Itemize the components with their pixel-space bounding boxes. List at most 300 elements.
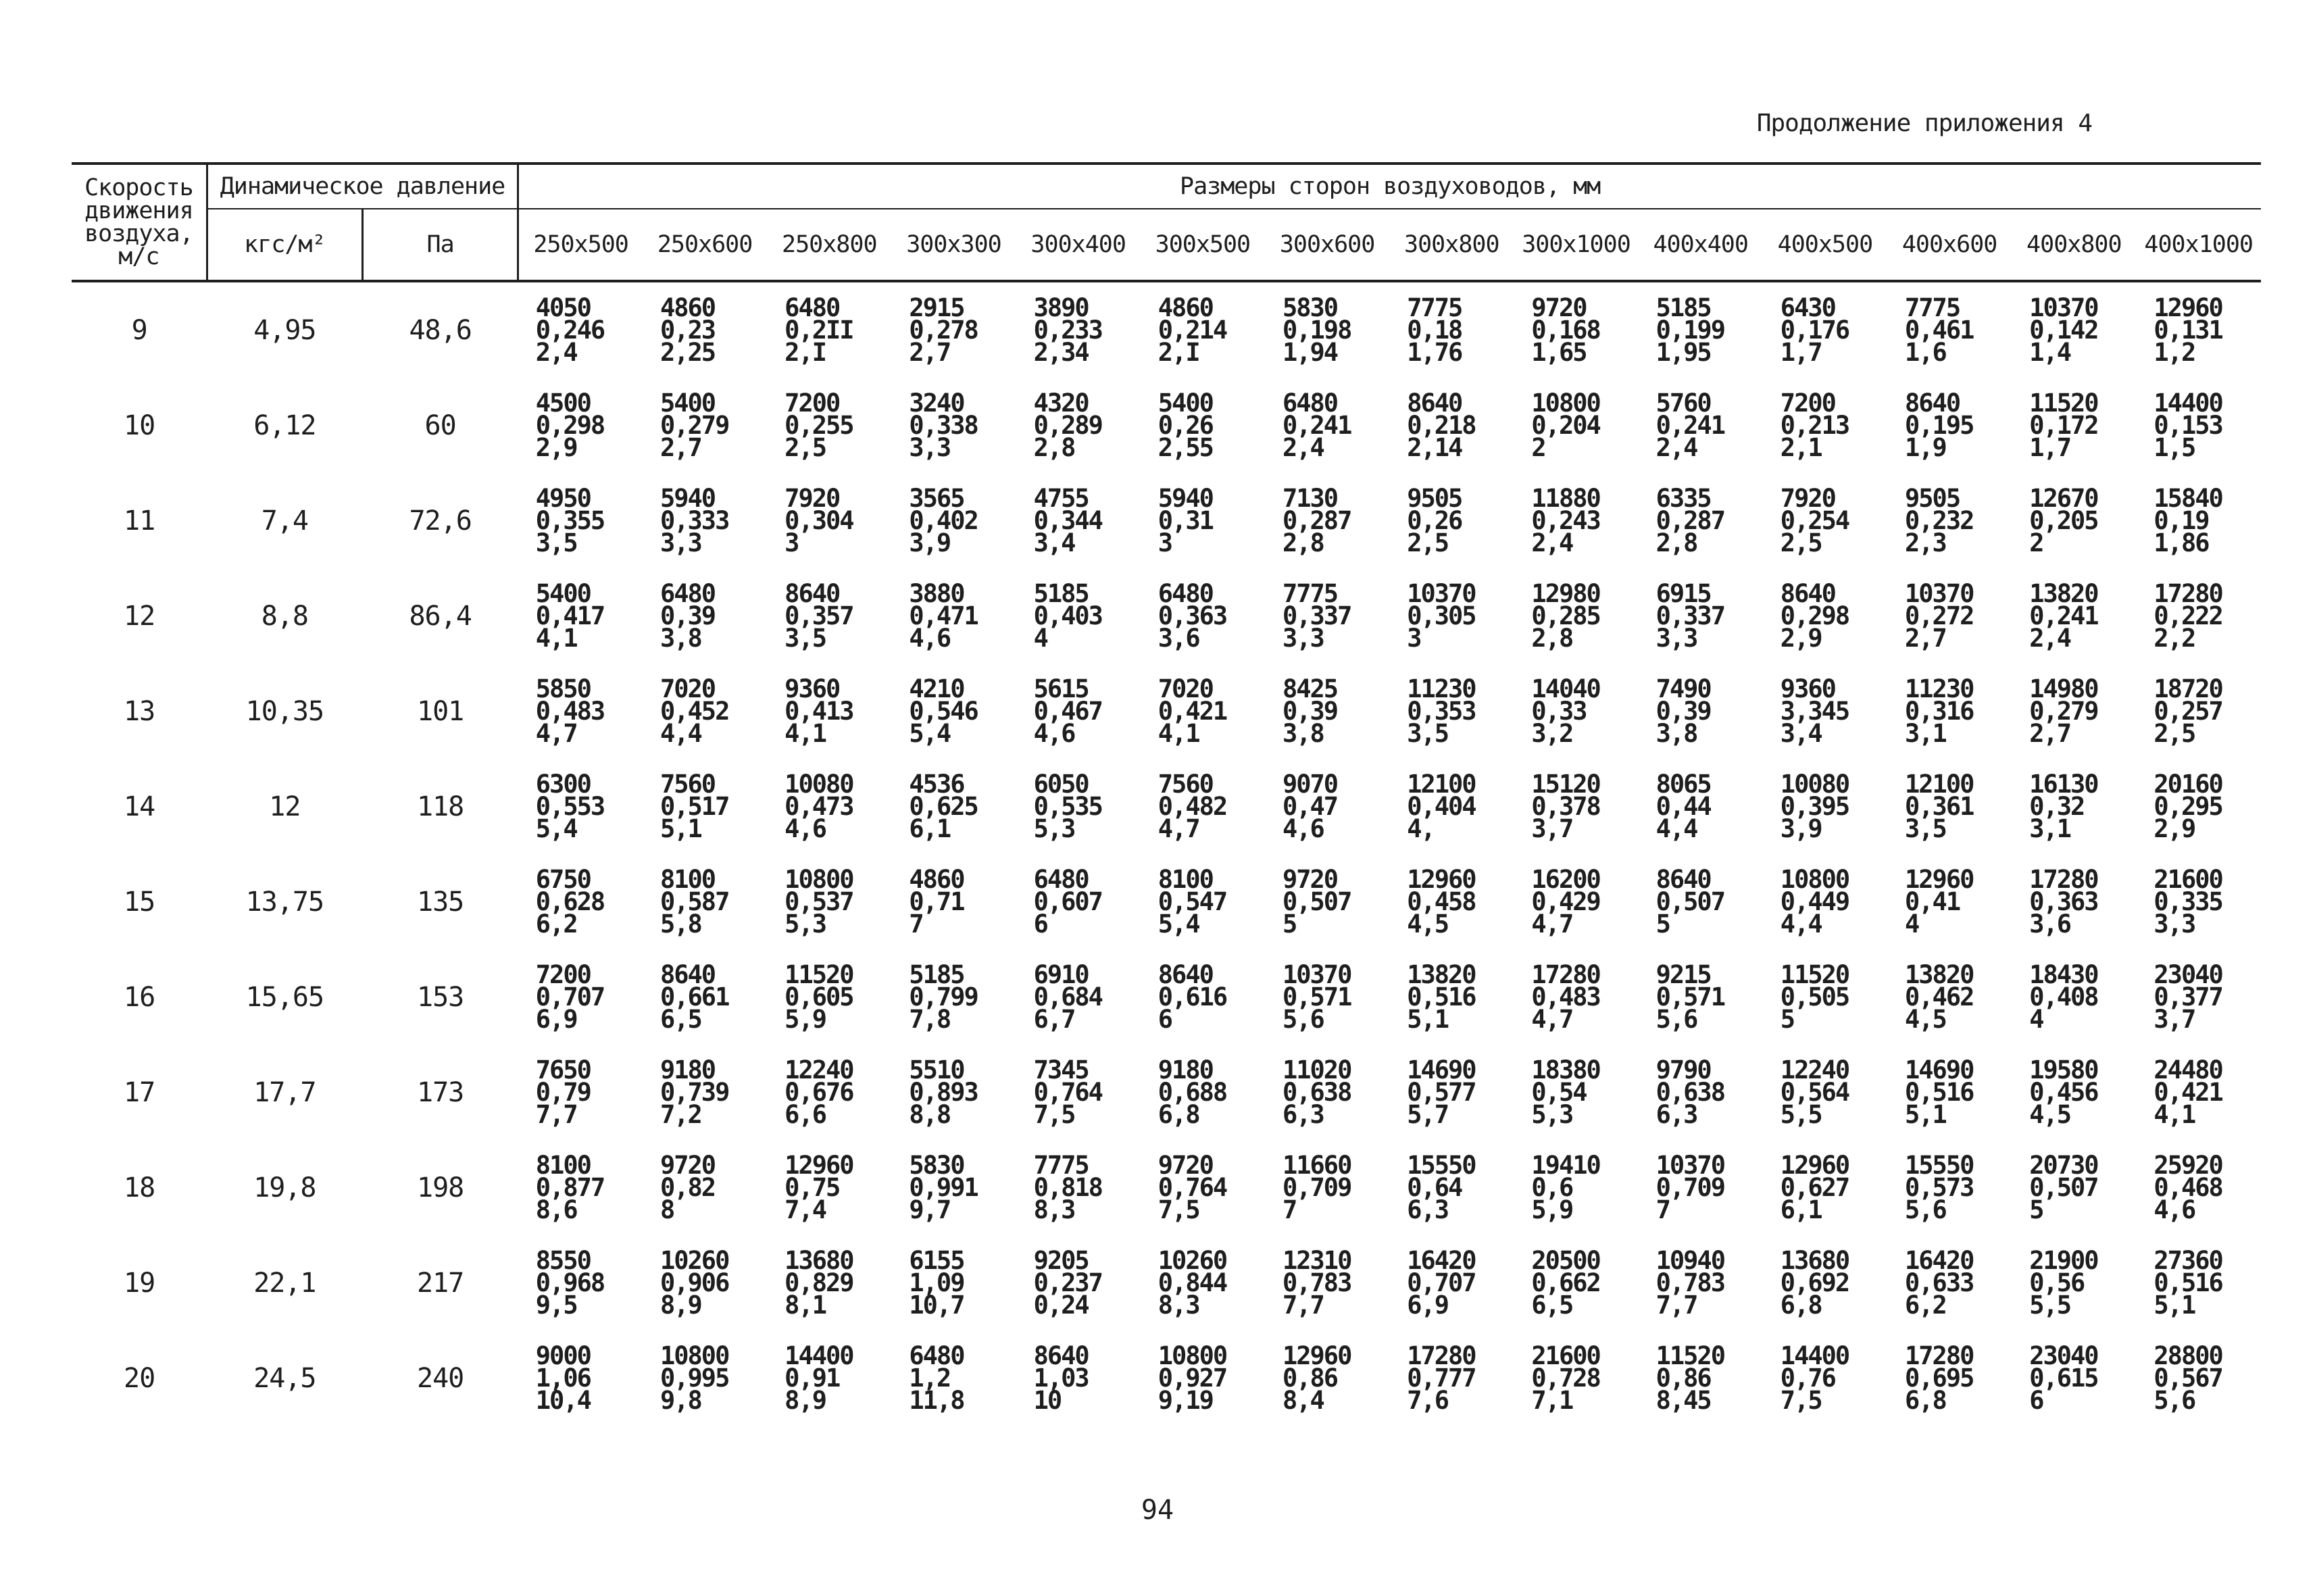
size-value-cell — [767, 1140, 891, 1235]
loss-pa-value: 7,7 — [1656, 1291, 1697, 1320]
flow-value: 6480 — [909, 1341, 964, 1370]
size-value-cell — [1887, 281, 2012, 378]
loss-value: 0,241 — [1656, 411, 1724, 440]
loss-value: 0,991 — [909, 1173, 978, 1202]
size-value-cell — [518, 473, 643, 568]
loss-pa-value: 7 — [1656, 1195, 1670, 1224]
loss-pa-value: 10,4 — [535, 1386, 591, 1415]
size-value-cell — [891, 949, 1016, 1045]
size-value-cell — [1639, 1330, 1763, 1426]
loss-value: 0,483 — [535, 697, 605, 726]
flow-value: 19580 — [2029, 1055, 2098, 1084]
header-size: 250x600 — [643, 209, 767, 281]
loss-value: 0,516 — [1407, 982, 1476, 1012]
loss-pa-value: 9,8 — [659, 1386, 701, 1415]
loss-pa-value: 3,6 — [2029, 909, 2071, 939]
flow-value: 10370 — [1282, 960, 1351, 989]
loss-value: 0,467 — [1033, 697, 1102, 726]
size-value-cell — [2136, 759, 2261, 854]
header-speed: Скорость движения воздуха, м/с — [72, 164, 207, 281]
flow-value: 12960 — [1282, 1341, 1351, 1370]
flow-value: 11880 — [1531, 484, 1600, 513]
flow-value: 5850 — [535, 674, 591, 703]
loss-pa-value: 4,6 — [785, 814, 826, 843]
loss-pa-value: 1,6 — [1905, 338, 1946, 367]
loss-pa-value: 7,2 — [659, 1100, 701, 1129]
loss-value: 0,695 — [1905, 1364, 1974, 1393]
flow-value: 5830 — [909, 1151, 964, 1180]
loss-pa-value: 4, — [1407, 814, 1435, 843]
loss-value: 0,233 — [1033, 316, 1102, 345]
loss-value: 0,205 — [2029, 506, 2098, 535]
loss-value: 0,413 — [785, 697, 853, 726]
loss-value: 0,615 — [2029, 1364, 2098, 1393]
loss-pa-value: 6 — [1033, 909, 1047, 939]
size-value-cell — [1887, 1140, 2012, 1235]
flow-value: 27360 — [2154, 1246, 2222, 1275]
size-value-cell — [1763, 281, 1887, 378]
loss-value: 0,507 — [1656, 887, 1724, 916]
size-value-cell — [1016, 1140, 1141, 1235]
table-row — [72, 1235, 2261, 1330]
flow-value: 9720 — [1282, 865, 1338, 894]
loss-pa-value: 3,8 — [1282, 719, 1324, 748]
size-value-cell — [1639, 759, 1763, 854]
pressure-pa-cell: 135 — [417, 886, 464, 918]
loss-pa-value: 4,7 — [1531, 1005, 1573, 1034]
loss-value: 0,516 — [1905, 1078, 1974, 1107]
flow-value: 12100 — [1905, 770, 1974, 799]
loss-value: 0,553 — [535, 792, 605, 821]
loss-pa-value: 2,8 — [1531, 624, 1573, 653]
size-value-cell — [767, 473, 891, 568]
size-value-cell — [1763, 473, 1887, 568]
size-value-cell — [643, 1330, 767, 1426]
loss-pa-value: 4,6 — [1282, 814, 1324, 843]
speed-cell: 17 — [124, 1076, 155, 1108]
flow-value: 6430 — [1780, 293, 1835, 322]
flow-value: 4860 — [909, 865, 964, 894]
loss-value: 0,76 — [1780, 1364, 1835, 1393]
flow-value: 9505 — [1905, 484, 1960, 513]
flow-value: 14400 — [785, 1341, 853, 1370]
loss-pa-value: 2,34 — [1033, 338, 1089, 367]
loss-pa-value: 6,3 — [1282, 1100, 1324, 1129]
flow-value: 8065 — [1656, 770, 1711, 799]
size-value-cell — [1265, 378, 1389, 473]
size-value-cell — [891, 1235, 1016, 1330]
size-value-cell — [643, 473, 767, 568]
size-value-cell — [767, 1235, 891, 1330]
size-value-cell — [2012, 568, 2136, 664]
flow-value: 23040 — [2029, 1341, 2098, 1370]
loss-pa-value: 8,6 — [535, 1195, 577, 1224]
loss-value: 0,241 — [1282, 411, 1351, 440]
loss-pa-value: 3,4 — [1033, 528, 1075, 557]
loss-pa-value: 4,7 — [535, 719, 577, 748]
loss-pa-value: 2,5 — [1407, 528, 1449, 557]
loss-value: 0,471 — [909, 601, 978, 630]
loss-value: 0,289 — [1033, 411, 1102, 440]
loss-pa-value: 3,9 — [1780, 814, 1822, 843]
loss-value: 0,355 — [535, 506, 605, 535]
loss-value: 0,361 — [1905, 792, 1974, 821]
flow-value: 10800 — [785, 865, 853, 894]
flow-value: 8640 — [1656, 865, 1711, 894]
loss-pa-value: 6,8 — [1905, 1386, 1946, 1415]
loss-value: 0,507 — [2029, 1173, 2098, 1202]
size-value-cell — [1016, 759, 1141, 854]
flow-value: 13680 — [785, 1246, 853, 1275]
loss-value: 0,378 — [1531, 792, 1600, 821]
loss-pa-value: 6 — [1158, 1005, 1172, 1034]
flow-value: 2915 — [909, 293, 964, 322]
size-value-cell — [1265, 759, 1389, 854]
loss-value: 0,395 — [1780, 792, 1849, 821]
size-value-cell — [767, 759, 891, 854]
header-pa: Па — [362, 209, 518, 281]
loss-pa-value: 6 — [2029, 1386, 2043, 1415]
loss-pa-value: 2,1 — [1780, 433, 1822, 462]
loss-value: 0,39 — [659, 601, 716, 630]
size-value-cell — [1514, 473, 1638, 568]
size-value-cell — [1763, 1330, 1887, 1426]
size-value-cell — [1265, 664, 1389, 759]
flow-value: 9505 — [1407, 484, 1462, 513]
flow-value: 4500 — [535, 389, 591, 418]
flow-value: 5830 — [1282, 293, 1338, 322]
loss-pa-value: 5,8 — [659, 909, 701, 939]
loss-pa-value: 6,1 — [1780, 1195, 1822, 1224]
speed-cell: 20 — [124, 1362, 155, 1394]
loss-value: 0,571 — [1282, 982, 1351, 1012]
loss-value: 0,587 — [659, 887, 729, 916]
size-value-cell — [643, 1140, 767, 1235]
loss-value: 0,86 — [1282, 1364, 1338, 1393]
flow-value: 9720 — [659, 1151, 716, 1180]
loss-value: 0,739 — [659, 1078, 729, 1107]
size-value-cell — [1265, 1140, 1389, 1235]
size-value-cell — [1389, 378, 1514, 473]
table-row — [72, 759, 2261, 854]
flow-value: 15550 — [1407, 1151, 1476, 1180]
loss-pa-value: 4,1 — [2154, 1100, 2195, 1129]
loss-value: 0,241 — [2029, 601, 2098, 630]
loss-value: 1,03 — [1033, 1364, 1089, 1393]
loss-value: 1,06 — [535, 1364, 591, 1393]
size-value-cell — [1887, 759, 2012, 854]
flow-value: 7200 — [785, 389, 840, 418]
pressure-pa-cell: 153 — [417, 981, 464, 1013]
loss-value: 0,638 — [1656, 1078, 1724, 1107]
pressure-kgf-cell: 24,5 — [253, 1362, 316, 1394]
size-value-cell — [1514, 1045, 1638, 1140]
loss-pa-value: 3,2 — [1531, 719, 1573, 748]
loss-pa-value: 2,4 — [1282, 433, 1324, 462]
size-value-cell — [1639, 473, 1763, 568]
loss-value: 0,44 — [1656, 792, 1711, 821]
flow-value: 7020 — [1158, 674, 1213, 703]
size-value-cell — [1141, 664, 1265, 759]
size-value-cell — [1265, 1235, 1389, 1330]
loss-pa-value: 5,6 — [2154, 1386, 2195, 1415]
loss-value: 0,82 — [659, 1173, 716, 1202]
size-value-cell — [1389, 473, 1514, 568]
flow-value: 11660 — [1282, 1151, 1351, 1180]
size-value-cell — [2136, 949, 2261, 1045]
size-value-cell — [1763, 378, 1887, 473]
flow-value: 4755 — [1033, 484, 1089, 513]
loss-value: 0,692 — [1780, 1268, 1849, 1297]
loss-value: 0,39 — [1282, 697, 1338, 726]
loss-value: 0,305 — [1407, 601, 1476, 630]
loss-pa-value: 5 — [1282, 909, 1297, 939]
loss-value: 0,844 — [1158, 1268, 1227, 1297]
flow-value: 12960 — [785, 1151, 853, 1180]
flow-value: 12960 — [1905, 865, 1974, 894]
loss-pa-value: 7 — [909, 909, 923, 939]
flow-value: 20730 — [2029, 1151, 2098, 1180]
flow-value: 10260 — [659, 1246, 729, 1275]
pressure-kgf-cell: 7,4 — [261, 505, 308, 537]
loss-value: 0,47 — [1282, 792, 1338, 821]
table-row — [72, 281, 2261, 378]
loss-pa-value: 5,6 — [1282, 1005, 1324, 1034]
flow-value: 4950 — [535, 484, 591, 513]
loss-value: 0,404 — [1407, 792, 1476, 821]
flow-value: 6480 — [1033, 865, 1089, 894]
flow-value: 18380 — [1531, 1055, 1600, 1084]
size-value-cell — [1887, 1045, 2012, 1140]
flow-value: 13680 — [1780, 1246, 1849, 1275]
size-value-cell — [1016, 1330, 1141, 1426]
flow-value: 8100 — [1158, 865, 1213, 894]
loss-value: 0,421 — [1158, 697, 1227, 726]
flow-value: 10800 — [1780, 865, 1849, 894]
size-value-cell — [1514, 1330, 1638, 1426]
loss-value: 0,483 — [1531, 982, 1600, 1012]
flow-value: 7200 — [1780, 389, 1835, 418]
pressure-kgf-cell: 15,65 — [245, 981, 324, 1013]
loss-value: 1,2 — [909, 1364, 951, 1393]
flow-value: 10800 — [1531, 389, 1600, 418]
loss-pa-value: 6,5 — [1531, 1291, 1573, 1320]
size-value-cell — [2012, 281, 2136, 378]
pressure-kgf-cell: 22,1 — [253, 1267, 316, 1299]
pressure-kgf-cell: 6,12 — [253, 409, 316, 441]
loss-pa-value: 5,1 — [1407, 1005, 1449, 1034]
size-value-cell — [891, 854, 1016, 949]
size-value-cell — [891, 378, 1016, 473]
loss-value: 0,333 — [659, 506, 729, 535]
table-row — [72, 664, 2261, 759]
header-size: 250x800 — [767, 209, 891, 281]
header-size: 400x500 — [1763, 209, 1887, 281]
size-value-cell — [1016, 281, 1141, 378]
loss-value: 0,337 — [1282, 601, 1351, 630]
loss-value: 0,79 — [535, 1078, 591, 1107]
size-value-cell — [1763, 949, 1887, 1045]
size-value-cell — [1016, 1235, 1141, 1330]
loss-value: 0,285 — [1531, 601, 1600, 630]
speed-cell: 15 — [124, 886, 155, 918]
size-value-cell — [518, 378, 643, 473]
page-number: 94 — [1141, 1495, 1174, 1526]
flow-value: 14690 — [1905, 1055, 1974, 1084]
loss-value: 0,243 — [1531, 506, 1600, 535]
loss-value: 0,304 — [785, 506, 853, 535]
flow-value: 4320 — [1033, 389, 1089, 418]
loss-pa-value: 2 — [1531, 433, 1545, 462]
loss-pa-value: 10 — [1033, 1386, 1062, 1415]
size-value-cell — [2136, 568, 2261, 664]
flow-value: 10080 — [1780, 770, 1849, 799]
size-value-cell — [1639, 568, 1763, 664]
size-value-cell — [1887, 1330, 2012, 1426]
flow-value: 20500 — [1531, 1246, 1600, 1275]
pressure-kgf-cell: 8,8 — [261, 600, 308, 632]
size-value-cell — [2012, 1140, 2136, 1235]
loss-pa-value: 5,3 — [1033, 814, 1075, 843]
loss-pa-value: 4 — [1905, 909, 1919, 939]
flow-value: 20160 — [2154, 770, 2222, 799]
flow-value: 7345 — [1033, 1055, 1089, 1084]
loss-pa-value: 5,1 — [659, 814, 701, 843]
loss-value: 0,272 — [1905, 601, 1974, 630]
size-value-cell — [1016, 949, 1141, 1045]
flow-value: 17280 — [2029, 865, 2098, 894]
size-value-cell — [767, 854, 891, 949]
flow-value: 10370 — [1407, 579, 1476, 608]
table-row — [72, 854, 2261, 949]
loss-pa-value: 3,4 — [1780, 719, 1822, 748]
flow-value: 12310 — [1282, 1246, 1351, 1275]
size-value-cell — [1763, 854, 1887, 949]
loss-pa-value: 2,8 — [1282, 528, 1324, 557]
loss-pa-value: 2,3 — [1905, 528, 1946, 557]
loss-value: 0,452 — [659, 697, 729, 726]
loss-pa-value: 3,5 — [535, 528, 577, 557]
loss-value: 0,168 — [1531, 316, 1600, 345]
loss-value: 0,709 — [1656, 1173, 1724, 1202]
size-value-cell — [1514, 664, 1638, 759]
loss-pa-value: 5,4 — [535, 814, 577, 843]
size-value-cell — [1141, 854, 1265, 949]
flow-value: 7920 — [1780, 484, 1835, 513]
loss-pa-value: 7,6 — [1407, 1386, 1449, 1415]
flow-value: 8640 — [1158, 960, 1213, 989]
flow-value: 6910 — [1033, 960, 1089, 989]
size-value-cell — [1141, 473, 1265, 568]
flow-value: 8550 — [535, 1246, 591, 1275]
size-value-cell — [1514, 568, 1638, 664]
flow-value: 8640 — [1033, 1341, 1089, 1370]
loss-pa-value: 4,5 — [1905, 1005, 1946, 1034]
header-size: 400x1000 — [2136, 209, 2261, 281]
flow-value: 18720 — [2154, 674, 2222, 703]
loss-value: 0,449 — [1780, 887, 1849, 916]
flow-value: 9070 — [1282, 770, 1338, 799]
loss-pa-value: 5,1 — [2154, 1291, 2195, 1320]
pressure-pa-cell: 48,6 — [409, 314, 472, 346]
speed-cell: 10 — [124, 409, 155, 441]
flow-value: 28800 — [2154, 1341, 2222, 1370]
flow-value: 10800 — [659, 1341, 729, 1370]
size-value-cell — [1639, 1140, 1763, 1235]
flow-value: 5400 — [1158, 389, 1213, 418]
speed-cell: 9 — [131, 314, 147, 346]
loss-value: 0,728 — [1531, 1364, 1600, 1393]
loss-pa-value: 2,7 — [1905, 624, 1946, 653]
loss-pa-value: 4,1 — [785, 719, 826, 748]
loss-value: 0,403 — [1033, 601, 1102, 630]
size-value-cell — [1389, 1140, 1514, 1235]
loss-value: 0,546 — [909, 697, 978, 726]
size-value-cell — [1887, 949, 2012, 1045]
loss-pa-value: 5 — [1656, 909, 1670, 939]
loss-pa-value: 6,6 — [785, 1100, 826, 1129]
size-value-cell — [767, 949, 891, 1045]
header-size: 400x600 — [1887, 209, 2012, 281]
loss-value: 0,906 — [659, 1268, 729, 1297]
table-row — [72, 949, 2261, 1045]
flow-value: 9720 — [1158, 1151, 1213, 1180]
flow-value: 8100 — [659, 865, 716, 894]
loss-pa-value: 6,3 — [1656, 1100, 1697, 1129]
loss-value: 0,363 — [2029, 887, 2098, 916]
size-value-cell — [1763, 1235, 1887, 1330]
loss-value: 0,353 — [1407, 697, 1476, 726]
table-row — [72, 473, 2261, 568]
loss-value: 0,571 — [1656, 982, 1724, 1012]
loss-value: 0,335 — [2154, 887, 2222, 916]
size-value-cell — [767, 281, 891, 378]
size-value-cell — [518, 759, 643, 854]
flow-value: 10080 — [785, 770, 853, 799]
duct-table — [72, 162, 2261, 1426]
size-value-cell — [1887, 473, 2012, 568]
size-value-cell — [1639, 1235, 1763, 1330]
loss-value: 0,877 — [535, 1173, 605, 1202]
loss-value: 0,214 — [1158, 316, 1227, 345]
loss-value: 0,344 — [1033, 506, 1102, 535]
speed-cell: 12 — [124, 600, 155, 632]
size-value-cell — [1887, 1235, 2012, 1330]
loss-value: 0,473 — [785, 792, 853, 821]
loss-pa-value: 3 — [1158, 528, 1172, 557]
loss-value: 0,142 — [2029, 316, 2098, 345]
size-value-cell — [2012, 473, 2136, 568]
size-value-cell — [518, 664, 643, 759]
loss-value: 0,625 — [909, 792, 978, 821]
size-value-cell — [891, 1330, 1016, 1426]
size-value-cell — [2136, 1235, 2261, 1330]
flow-value: 4860 — [1158, 293, 1213, 322]
loss-value: 0,218 — [1407, 411, 1476, 440]
loss-pa-value: 7,1 — [1531, 1386, 1573, 1415]
size-value-cell — [1016, 473, 1141, 568]
flow-value: 9205 — [1033, 1246, 1089, 1275]
flow-value: 21900 — [2029, 1246, 2098, 1275]
loss-pa-value: 2,55 — [1158, 433, 1213, 462]
pressure-pa-cell: 198 — [417, 1172, 464, 1203]
flow-value: 5185 — [909, 960, 964, 989]
size-value-cell — [2136, 281, 2261, 378]
flow-value: 10260 — [1158, 1246, 1227, 1275]
size-value-cell — [1639, 378, 1763, 473]
continuation-label: Продолжение приложения 4 — [1756, 109, 2092, 137]
size-value-cell — [2012, 949, 2136, 1045]
